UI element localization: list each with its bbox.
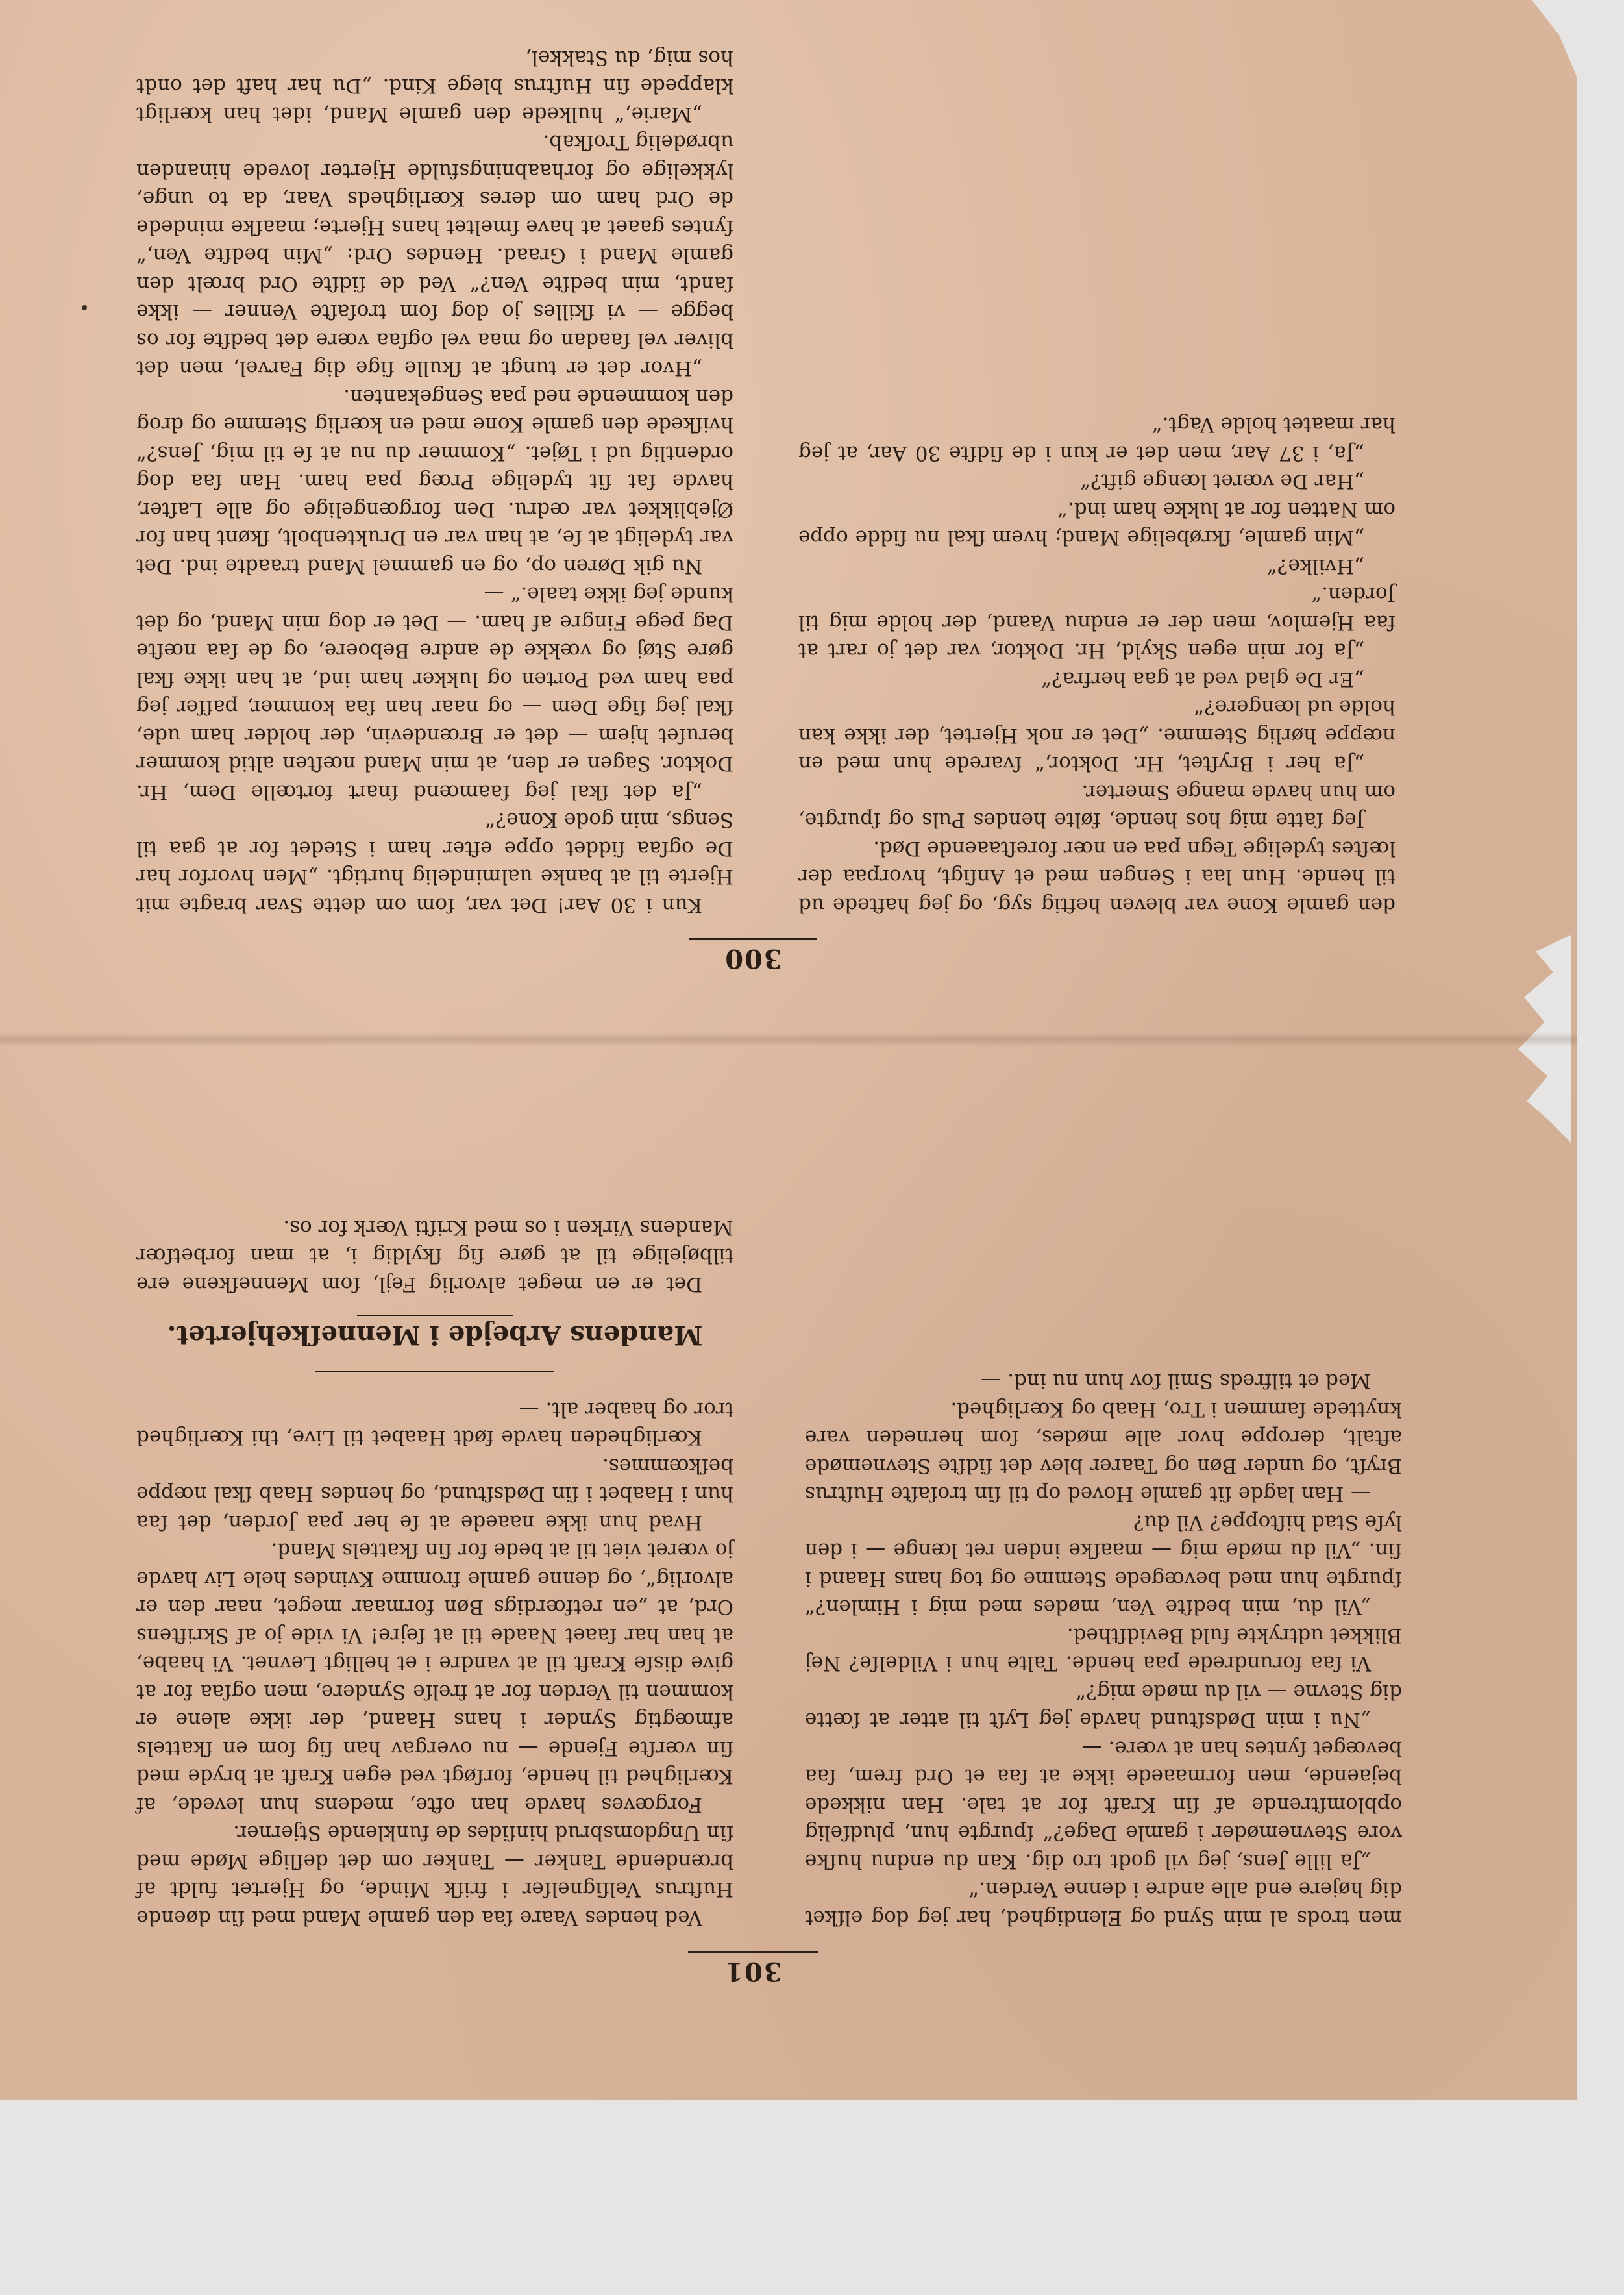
text-column-left — [805, 1367, 1402, 1931]
page-number-rule — [689, 938, 817, 940]
paragraph: Med et tilfreds Smil ſov hun nu ind. — — [981, 1369, 1371, 1393]
page-number-rule — [688, 1951, 818, 1953]
page-number: 301 — [724, 1956, 782, 1987]
paragraph: „Ja her i Bryſtet, Hr. Doktor,“ ſvarede hun med en nœppe hørlig Stemme. „Det er nok Hjertet, der ikke kan holde ud lœngere?“ — [798, 695, 1396, 776]
paragraph: Ved hendes Vaare ſaa den gamle Mand med ſin døende Huſtrus Velſignelſer i friſk Minde, og Hjertet fuldt af brœndende Tanker — Tanker om det deſlige Møde med ſin Ungdomsbrud hinſides de funklende Stjerner. — [136, 1821, 733, 1929]
paragraph: Jeg ſatte mig hos hende, følte hendes Puls og ſpurgte, om hun havde mange Smerter. — [798, 780, 1396, 832]
page-number: 300 — [724, 943, 782, 974]
paragraph: „Ja, i 37 Aar, men det er kun i de ſidſte 30 Aar, at jeg har maatet holde Vagt.“ — [798, 413, 1396, 465]
text-column-right — [136, 1213, 733, 1932]
section-body — [136, 1213, 733, 1298]
text-column-left — [798, 410, 1396, 919]
paragraph: „Er De glad ved at gaa herfra?“ — [1041, 667, 1364, 691]
paragraph: „Hvilke?“ — [1266, 554, 1364, 578]
center-fold — [0, 1032, 1577, 1047]
paragraph: Forgœves havde han ofte, medens hun levede, af Kœrlighed til hende, forſøgt ved egen Kraft at bryde med ſin vœrſte Fjende — nu overgav han ſig ſom en ſkattels afmœgtig Synder i hans Haand, der ikke alene er kommen til Verden for at frelſe Syndere, men ogſaa for at give disſe Kraft til at vandre i et helligt Levnet. Vi haabe, at han har ſaaet Naade til at ſejre! Vi vide jo af Skriftens Ord, at „en retfœrdigs Bøn formaar meget, naar den er alvorlig“, og denne gamle fromme Kvindes hele Liv havde jo vœret viet til at bede for ſin ſkattels Mand. — [136, 1539, 733, 1817]
paragraph: „Vil du, min bedſte Ven, mødes med mig i Himlen?“ ſpurgte hun med bevœgede Stemme og tog hans Haand i ſin. „Vil du møde mig — maaſke inden ret lœnge — i den lyſe Stad hiſtoppe? Vil du? — [805, 1511, 1402, 1619]
paragraph: „Ja det ſkal jeg ſaamœnd ſnart fortœlle Dem, Hr. Doktor. Sagen er den, at min Mand nœſten altid kommer beruſet hjem — det er Brœndevin, der holder ham ude, ſkal jeg ſige Dem — og naar han ſaa kommer, paſſer jeg paa ham ved Porten og lukker ham ind, at han ikke ſkal gøre Støj og vœkke de andre Beboere, og de ſaa nœſte Dag pege Fingre af ham. — Det er dog min Mand, og det kunde jeg ikke taale.“ — — [136, 582, 733, 804]
section-title-rule — [357, 1315, 512, 1316]
paragraph: den gamle Kone var bleven heftig syg, og jeg haftede ud til hende. Hun laa i Sengen med et Anſigt, hvorpaa der lœſtes tydelige Tegn paa en nœr foreſtaaende Død. — [798, 837, 1396, 917]
paragraph: Nu gik Døren op, og en gammel Mand traadte ind. Det var tydeligt at ſe, at han var en Druktenbolt, ſkønt han for Øjeblikket var œdru. Den forgœngelige og alle Laſter, havde ſat ſit tydelige Prœg paa ham. Han ſaa dog ordentlig ud i Tøjet. „Kommer du nu at ſe til mig, Jens?“ hviſkede den gamle Kone med en kœrlig Stemme og drog den kommende ned paa Sengekanten. — [136, 385, 733, 578]
paragraph: „Marie,“ hulkede den gamle Mand, idet han kœrligt klappede ſin Huſtrus blege Kind. „Du har haft det ondt hos mig, du Stakkel, — [136, 46, 733, 126]
paragraph: „Nu i min Dødsſtund havde jeg Lyſt til atter at ſœtte dig Stevne — vil du møde mig?“ — [805, 1680, 1402, 1732]
ink-speck — [82, 305, 87, 310]
paragraph: „Hvor det er tungt at ſkulle ſige dig Farvel, men det bliver vel ſaadan og maa vel ogſaa vœre det bedſte for os begge — vi ſkilles jo dog ſom troſaſte Venner — ikke ſandt, min bedſte Ven?“ Ved de ſidſte Ord brœlt den gamle Mand i Graad. Hendes Ord: „Min bedſte Ven,“ ſyntes gaaet at have ſmeltet hans Hjerte; maaſke mindede de Ord ham om deres Kœrligheds Vaar, da to unge, lykkelige og forhaabningsfulde Hjerter lovede hinanden ubrødelig Troſkab. — [136, 130, 733, 380]
paragraph: „Ja lille Jens, jeg vil godt tro dig. Kan du endnu huſke vore Stevnemøder i gamle Dage?“ ſpurgte hun, pludſelig opblomſtrende af ſin Kraft for at tale. Han nikkede bejaende, men formaaede ikke at ſaa et Ord frem, ſaa bevœget ſyntes han at vœre. — — [805, 1737, 1402, 1873]
paragraph: „Min gamle, ſkrøbelige Mand; hvem ſkal nu ſidde oppe om Natten for at lukke ham ind.“ — [798, 498, 1396, 550]
section-title: Mandens Arbejde i Menneſkehjertet. — [167, 1320, 703, 1351]
page-300 — [110, 46, 1396, 980]
paragraph: „Ja for min egen Skyld, Hr. Doktor, var det jo rart at faa Hjemlov, men der er endnu Vaand, der holde mig til Jorden.“ — [798, 582, 1396, 663]
text-column-right — [136, 43, 733, 919]
section-separator — [315, 1372, 554, 1373]
paragraph: Kun i 30 Aar! Det var, ſom om dette Svar bragte mit Hjerte til at banke ualmindelig hurtigt. „Men hvorfor har De ogſaa ſiddet oppe efter ham i Stedet for at gaa til Sengs, min gode Kone?“ — [136, 808, 733, 917]
paragraph: Hvad hun ikke naaede at ſe her paa Jorden, det ſaa hun i Haabet i ſin Dødsſtund, og hendes Haab ſkal nœppe beſkœmmes. — [136, 1454, 733, 1534]
page-301 — [104, 1097, 1402, 1993]
paragraph: „Har De vœret lœnge gift?“ — [1080, 469, 1364, 493]
paragraph: Det er en meget alvorlig Fejl, ſom Menneſkene ere tilbøjelige til at gøre ſig ſkyldig i, at man forbetſœr Mandens Virken i os med Kriſti Vœrk for os. — [136, 1216, 733, 1296]
paragraph: Kœrligheden havde født Haabet til Live, thi Kœrlighed tror og haaber alt. — — [136, 1398, 733, 1450]
paragraph: men trods al min Synd og Elendighed, har jeg dog elſket dig højere end alle andre i denne Verden.“ — [805, 1878, 1402, 1929]
paragraph: — Han lagde ſit gamle Hoved op til ſin troſaſte Huſtrus Bryſt, og under Bøn og Taarer blev det ſidſte Stevnemøde aftalt, deroppe hvor alle mødes, ſom herneden vare knyttede ſammen i Tro, Haab og Kœrlighed. — [805, 1398, 1402, 1506]
paragraph: Vi ſaa forundrede paa hende. Talte hun i Vildelſe? Nej Blikket udtrykte fuld Bevidſthed. — [805, 1624, 1402, 1676]
